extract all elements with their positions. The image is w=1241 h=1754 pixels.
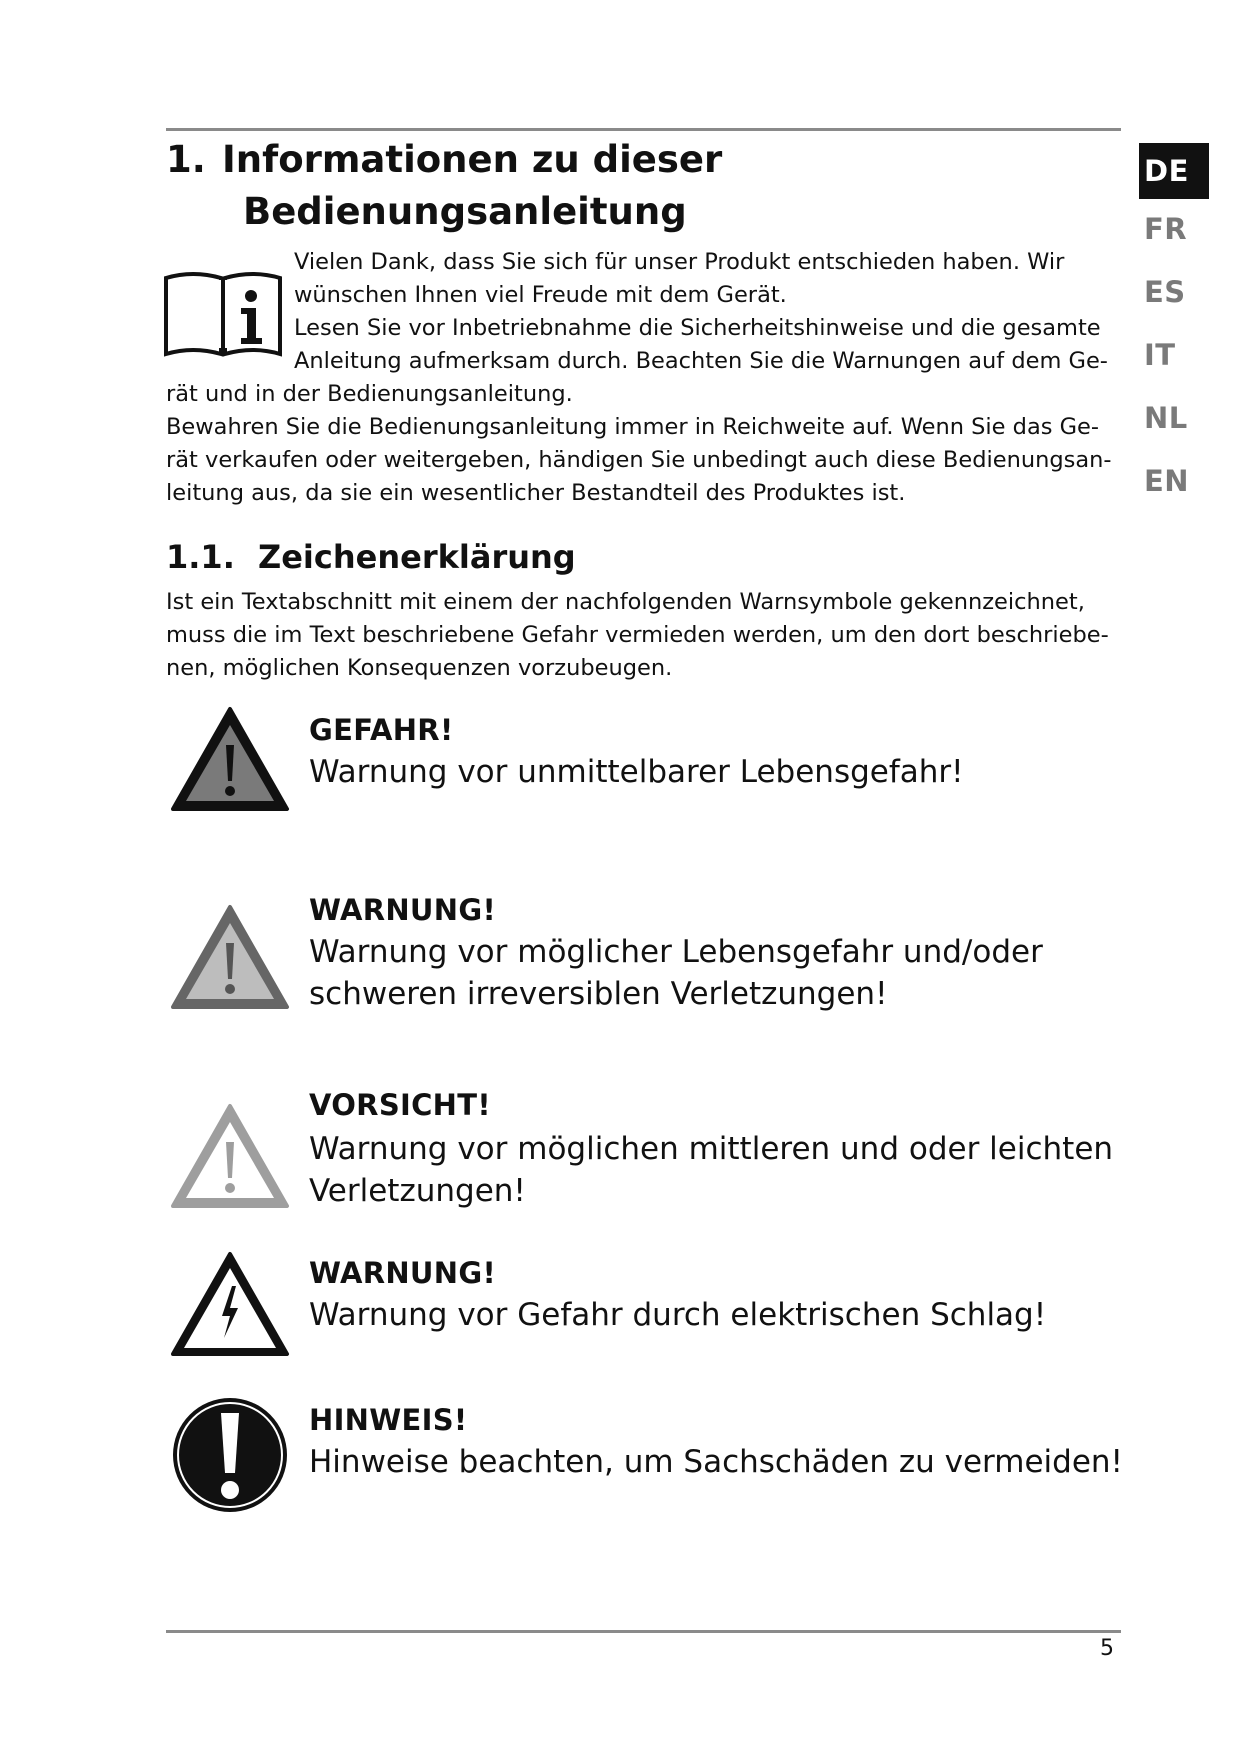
electric-shock-icon bbox=[170, 1250, 290, 1360]
warning-title: WARNUNG! bbox=[309, 893, 496, 927]
section-number: 1.1. bbox=[166, 538, 235, 576]
warning-line: Warnung vor möglichen mittleren und oder leichten bbox=[309, 1131, 1114, 1167]
warning-description bbox=[309, 1128, 1159, 1212]
section-title: Zeichenerklärung bbox=[258, 538, 576, 576]
section-line: muss die im Text beschriebene Gefahr vermieden werden, um den dort beschriebe- bbox=[166, 622, 1109, 648]
section-line: Ist ein Textabschnitt mit einem der nachfolgenden Warnsymbole gekennzeichnet, bbox=[166, 589, 1085, 615]
lang-tab-it[interactable]: IT bbox=[1144, 338, 1176, 372]
bottom-rule bbox=[166, 1630, 1121, 1633]
warning-triangle-icon bbox=[170, 903, 290, 1013]
caution-triangle-icon bbox=[170, 1102, 290, 1212]
language-tabs bbox=[1139, 143, 1209, 522]
notice-exclamation-icon bbox=[170, 1395, 290, 1515]
intro-line: leitung aus, da sie ein wesentlicher Bestandteil des Produktes ist. bbox=[166, 480, 906, 506]
intro-line: rät und in der Bedienungsanleitung. bbox=[166, 381, 573, 407]
warning-description bbox=[309, 1441, 1159, 1483]
warning-title: GEFAHR! bbox=[309, 713, 454, 747]
chapter-title-line1: Informationen zu dieser bbox=[222, 138, 723, 181]
warning-line: Hinweise beachten, um Sachschäden zu vermeiden! bbox=[309, 1444, 1123, 1480]
section-heading bbox=[166, 538, 576, 576]
lang-tab-de[interactable]: DE bbox=[1139, 143, 1209, 199]
chapter-heading bbox=[166, 134, 722, 238]
warning-line: Verletzungen! bbox=[309, 1173, 526, 1209]
intro-text bbox=[166, 246, 1126, 510]
warning-title: VORSICHT! bbox=[309, 1088, 491, 1122]
lang-tab-fr[interactable]: FR bbox=[1144, 212, 1188, 246]
intro-line: Vielen Dank, dass Sie sich für unser Produkt entschieden haben. Wir bbox=[294, 249, 1065, 275]
page-number: 5 bbox=[1100, 1636, 1114, 1661]
warning-line: Warnung vor Gefahr durch elektrischen Schlag! bbox=[309, 1297, 1047, 1333]
lang-tab-en[interactable]: EN bbox=[1144, 464, 1190, 498]
lang-tab-nl[interactable]: NL bbox=[1144, 401, 1188, 435]
warning-title: WARNUNG! bbox=[309, 1256, 496, 1290]
danger-triangle-icon bbox=[170, 705, 290, 815]
warning-line: Warnung vor möglicher Lebensgefahr und/oder bbox=[309, 934, 1043, 970]
intro-line: wünschen Ihnen viel Freude mit dem Gerät. bbox=[294, 282, 787, 308]
warning-title: HINWEIS! bbox=[309, 1403, 468, 1437]
top-rule bbox=[166, 128, 1121, 131]
warning-description bbox=[309, 751, 1159, 793]
section-text bbox=[166, 586, 1121, 685]
warning-description bbox=[309, 931, 1159, 1015]
warning-description bbox=[309, 1294, 1159, 1336]
intro-line: rät verkaufen oder weitergeben, händigen Sie unbedingt auch diese Bedienungsan- bbox=[166, 447, 1112, 473]
warning-line: schweren irreversiblen Verletzungen! bbox=[309, 976, 888, 1012]
lang-tab-es[interactable]: ES bbox=[1144, 275, 1186, 309]
section-line: nen, möglichen Konsequenzen vorzubeugen. bbox=[166, 655, 673, 681]
intro-line: Lesen Sie vor Inbetriebnahme die Sicherheitshinweise und die gesamte bbox=[294, 315, 1101, 341]
intro-line: Bewahren Sie die Bedienungsanleitung immer in Reichweite auf. Wenn Sie das Ge- bbox=[166, 414, 1100, 440]
intro-line: Anleitung aufmerksam durch. Beachten Sie die Warnungen auf dem Ge- bbox=[294, 348, 1108, 374]
chapter-number: 1. bbox=[166, 138, 206, 181]
chapter-title-line2: Bedienungsanleitung bbox=[243, 190, 687, 233]
warning-line: Warnung vor unmittelbarer Lebensgefahr! bbox=[309, 754, 964, 790]
